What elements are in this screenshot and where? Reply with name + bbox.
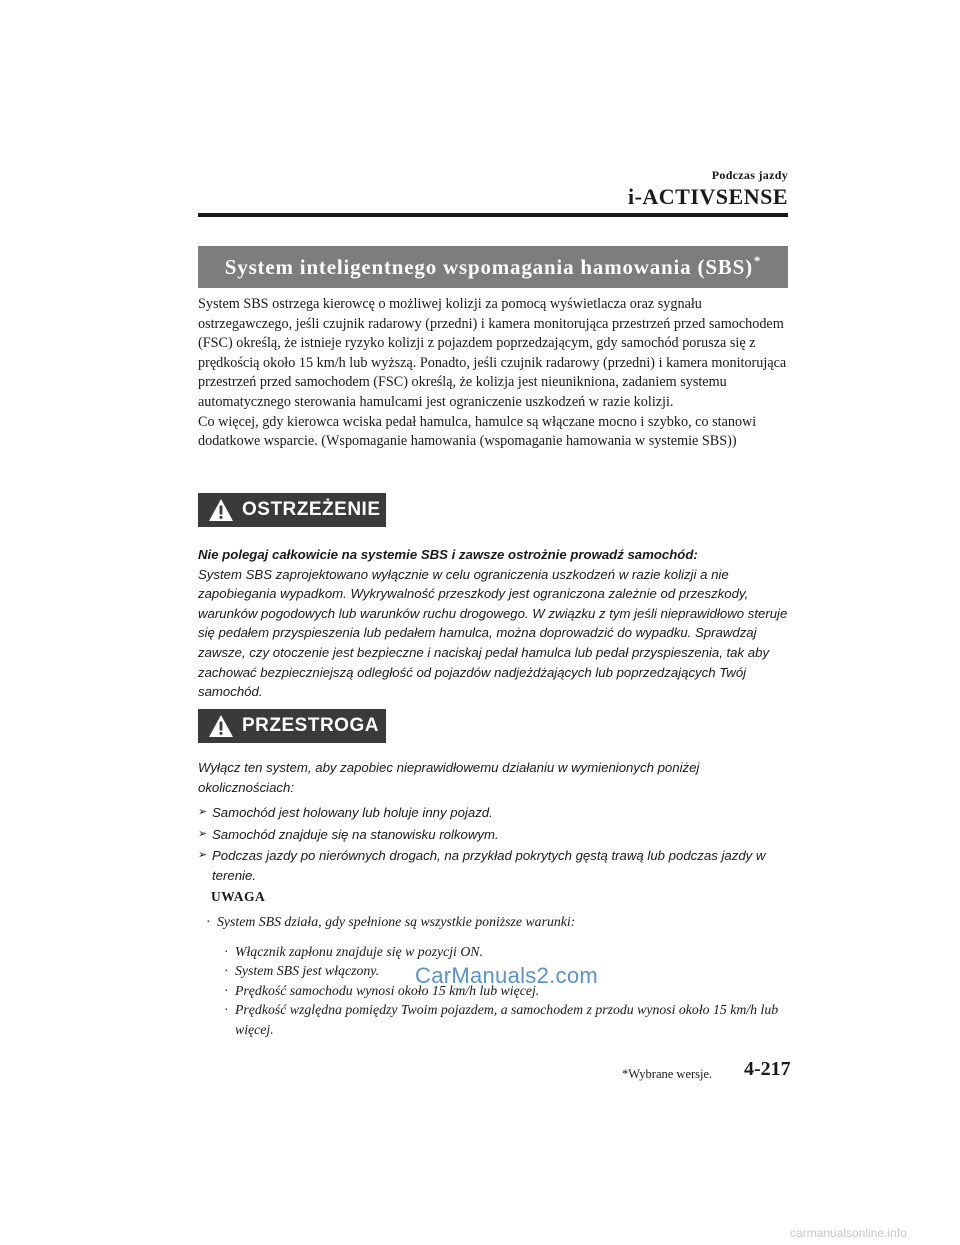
warning-body (198, 545, 798, 702)
intro-paragraph-1: System SBS ostrzega kierowcę o możliwej kolizji za pomocą wyświetlacza oraz sygnału ostrzegawczego, jeśli czujnik radarowy (przedni) i kamera monitorująca przestrzeń przed samochodem (FSC) określą, że istnieje ryzyko kolizji z pojazdem poprzedzającym, gdy samochód porusza się z prędkością około 15 km/h lub wyższą. Ponadto, jeśli czujnik radarowy (przedni) i kamera monitorująca przestrzeń przed samochodem (FSC) określą, że kolizja jest nieunikniona, zadaniem systemu automatycznego sterowania hamulcami jest ograniczenie uszkodzeń w razie kolizji. (198, 296, 787, 410)
caution-body (198, 758, 798, 888)
note-label: UWAGA (211, 889, 266, 904)
caution-list (198, 803, 798, 885)
header-rule (198, 213, 788, 217)
arrow-bullet-icon: ➢ (198, 806, 208, 819)
page-number: 4-217 (744, 1058, 791, 1080)
list-item: ➢ Samochód znajduje się na stanowisku rolkowym. (198, 825, 798, 845)
title-marker: * (753, 253, 762, 268)
caution-text: Wyłącz ten system, aby zapobiec nieprawidłowemu działaniu w wymienionych poniżej okolicznościach: (198, 760, 700, 795)
list-item: · Włącznik zapłonu znajduje się w pozycji ON. (224, 943, 483, 959)
footnote: *Wybrane wersje. (622, 1067, 713, 1081)
warning-triangle-icon (208, 498, 234, 522)
warning-badge (198, 493, 386, 527)
warning-text: System SBS zaprojektowano wyłącznie w celu ograniczenia uszkodzeń w razie kolizji a nie zapobiegania wypadkom. Wykrywalność przeszkody jest ograniczona zależnie od przeszkody, warunków pogodowych lub warunków ruchu drogowego. W związku z tym jeśli nieprawidłowo steruje się pedałem przyspieszenia lub pedałem hamulca, można doprowadzić do wypadku. Sprawdzaj zawsze, czy otoczenie jest bezpieczne i naciskaj pedał hamulca lub pedał przyspieszenia, tak aby zachować bezpieczniejszą odległość od pojazdów nadjeżdżających lub poprzedzających Twój samochód. (198, 566, 788, 700)
watermark-logo: CarManuals2.com (415, 963, 599, 988)
list-item: · System SBS jest włączony. (224, 963, 380, 979)
list-item: · Prędkość samochodu wynosi około 15 km/h lub więcej. (224, 982, 540, 998)
section-title-bar (198, 246, 788, 288)
warning-label: OSTRZEŻENIE (242, 499, 381, 520)
note-conditions (224, 942, 796, 1040)
list-item: ➢ Samochód jest holowany lub holuje inny pojazd. (198, 803, 798, 823)
list-item: ➢ Podczas jazdy po nierównych drogach, na przykład pokrytych gęstą trawą lub podczas jazdy w terenie. (198, 848, 766, 883)
caution-badge (198, 709, 386, 743)
intro-paragraph-2: Co więcej, gdy kierowca wciska pedał hamulca, hamulce są włączane mocno i szybko, co stanowi dodatkowe wsparcie. (Wspomaganie hamowania (wspomaganie hamowania w systemie SBS)) (198, 413, 757, 450)
caution-label: PRZESTROGA (242, 715, 379, 736)
arrow-bullet-icon: ➢ (198, 849, 208, 862)
site-watermark: carmanualsonline.info (790, 1226, 907, 1240)
section-header: Podczas jazdy (711, 168, 788, 182)
chapter-header: i-ACTIVSENSE (627, 184, 788, 209)
intro-text (198, 295, 788, 452)
note-lead: · System SBS działa, gdy spełnione są wszystkie poniższe warunki: (206, 914, 576, 929)
section-title: System inteligentnego wspomagania hamowania (SBS) (224, 254, 753, 279)
caution-triangle-icon (208, 714, 234, 738)
arrow-bullet-icon: ➢ (198, 827, 208, 840)
list-item: · Prędkość względna pomiędzy Twoim pojazdem, a samochodem z przodu wynosi około 15 km/h lub więcej. (224, 1002, 779, 1037)
warning-heading: Nie polegaj całkowicie na systemie SBS i zawsze ostrożnie prowadź samochód: (198, 547, 698, 562)
